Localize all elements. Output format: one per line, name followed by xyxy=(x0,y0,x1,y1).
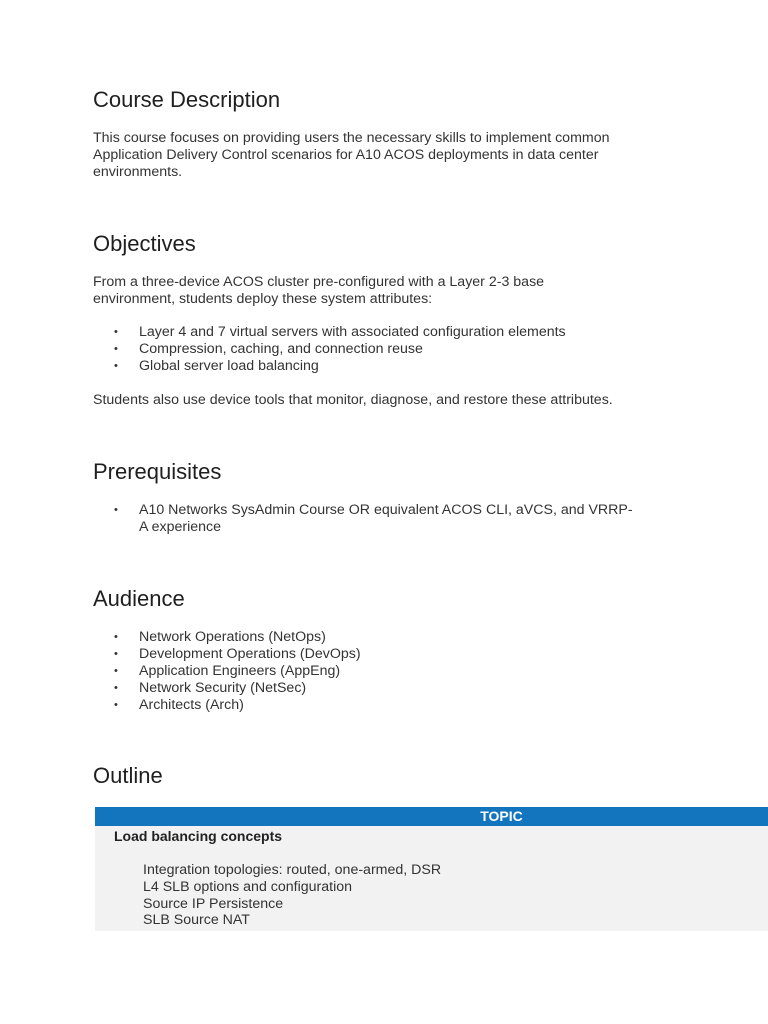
course-description-heading: Course Description xyxy=(93,87,281,112)
list-item xyxy=(93,341,639,358)
list-item xyxy=(93,663,639,680)
objectives-heading: Objectives xyxy=(93,231,196,256)
bullet-icon: • xyxy=(114,699,118,711)
list-item: L4 SLB options and configuration xyxy=(143,878,353,895)
topic-column-header xyxy=(95,807,768,826)
outline-table xyxy=(95,807,768,931)
audience-text: Application Engineers (AppEng) xyxy=(139,663,341,679)
topic-column-label: TOPIC xyxy=(480,808,523,824)
objectives-closing: Students also use device tools that monitor, diagnose, and restore these attributes. xyxy=(93,392,613,408)
list-item xyxy=(93,680,639,697)
audience-text: Network Operations (NetOps) xyxy=(139,629,326,645)
audience-list xyxy=(93,629,639,714)
table-header-row xyxy=(95,807,768,826)
list-item xyxy=(93,629,639,646)
bullet-icon: • xyxy=(114,504,118,516)
outline-heading: Outline xyxy=(93,763,163,788)
audience-text: Architects (Arch) xyxy=(139,697,244,713)
bullet-icon: • xyxy=(114,648,118,660)
bullet-icon: • xyxy=(114,326,118,338)
bullet-icon: • xyxy=(114,360,118,372)
bullet-icon: • xyxy=(114,682,118,694)
prerequisites-list xyxy=(93,502,639,536)
list-item xyxy=(93,646,639,663)
bullet-icon: • xyxy=(114,631,118,643)
module-cell xyxy=(95,826,768,931)
list-item xyxy=(93,358,639,375)
objective-text: Global server load balancing xyxy=(139,358,319,374)
list-item: Source IP Persistence xyxy=(143,895,284,912)
module-topic-list xyxy=(143,862,441,929)
audience-text: Network Security (NetSec) xyxy=(139,680,307,696)
prerequisites-heading: Prerequisites xyxy=(93,459,222,484)
audience-text: Development Operations (DevOps) xyxy=(139,646,361,662)
bullet-icon: • xyxy=(114,343,118,355)
course-description-body: This course focuses on providing users the necessary skills to implement common Application Delivery Control scenarios for A10 ACOS deployments in data center environments. xyxy=(93,130,610,180)
audience-heading: Audience xyxy=(93,586,185,611)
objectives-intro: From a three-device ACOS cluster pre-configured with a Layer 2-3 base environment, students deploy these system attributes: xyxy=(93,274,545,307)
objectives-list xyxy=(93,324,639,375)
list-item: SLB Source NAT xyxy=(143,912,250,929)
module-title: Load balancing concepts xyxy=(114,828,283,844)
objective-text: Layer 4 and 7 virtual servers with associated configuration elements xyxy=(139,324,566,340)
list-item xyxy=(93,324,639,341)
list-item xyxy=(93,502,639,536)
bullet-icon: • xyxy=(114,665,118,677)
list-item xyxy=(93,697,639,714)
objective-text: Compression, caching, and connection reuse xyxy=(139,341,423,357)
prerequisite-text: A10 Networks SysAdmin Course OR equivalent ACOS CLI, aVCS, and VRRP-A experience xyxy=(139,502,633,535)
table-row xyxy=(95,826,768,931)
list-item: Integration topologies: routed, one-armed, DSR xyxy=(143,862,442,878)
